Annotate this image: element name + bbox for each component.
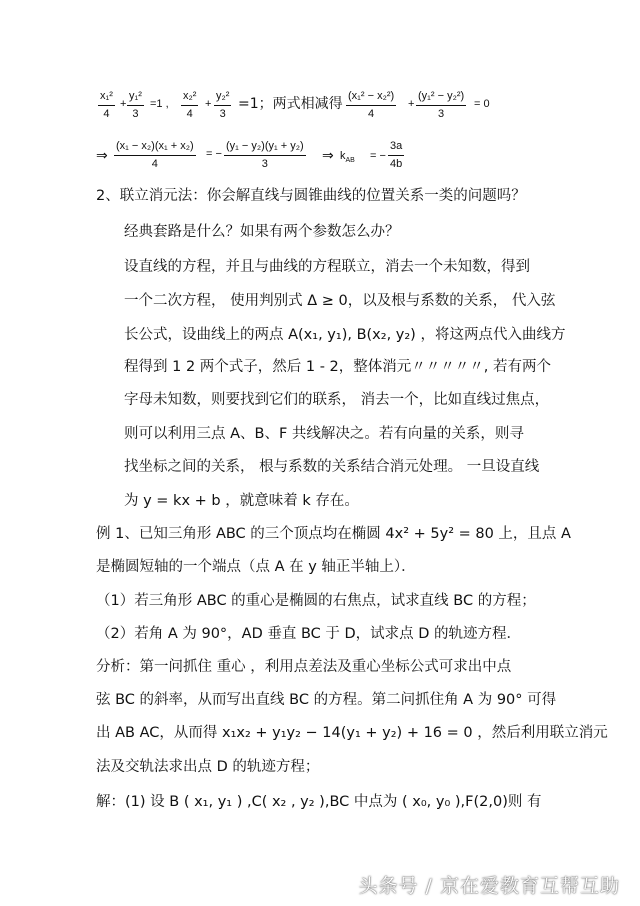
fraction-y1-over-3: $\frac{\text{y₁²}}{3}$ [129, 90, 142, 120]
equals-one: =1 , [150, 98, 169, 110]
text-line: 字母未知数，则要找到它们的联系， 消去一个，比如直线过焦点， [124, 392, 550, 408]
text-line: 经典套路是什么？如果有两个参数怎么办？ [124, 224, 400, 240]
equals-zero: = 0 [474, 98, 490, 110]
text-line: 找坐标之间的关系， 根与系数的关系结合消元处理。 一旦设直线 [124, 459, 540, 475]
text-line: 法及交轨法求出点 D 的轨迹方程； [96, 759, 320, 775]
fraction-x2-over-4: $\frac{\text{x₂²}}{4}$ [183, 90, 197, 120]
text-line: 出 AB AC，从而得 x₁x₂ + y₁y₂ − 14(y₁ + y₂) + 16 = 0 ，然后利用联立消元 [96, 725, 608, 741]
text-line: （2）若角 A 为 90°，AD 垂直 BC 于 D，试求点 D 的轨迹方程． [96, 626, 522, 642]
text-line: 分析：第一问抓住 重心 ，利用点差法及重心坐标公式可求出中点 [96, 659, 512, 675]
text-line: 例 1、已知三角形 ABC 的三个顶点均在椭圆 4x² + 5y² = 80 上，且点 A [96, 526, 571, 542]
text-line: 设直线的方程，并且与曲线的方程联立，消去一个未知数，得到 [124, 259, 530, 275]
text-line: 解：(1) 设 B ( x₁, y₁ ) ,C( x₂ , y₂ ),BC 中点为 ( x₀, y₀ ),F(2,0)则 有 [96, 794, 542, 810]
fraction-3a-over-4b: $\frac{3a}{4b}$ [390, 140, 403, 170]
fraction-x1-over-4: $\frac{\text{x₁²}}{4}$ [100, 90, 113, 120]
fraction-y-product-over-3: $\frac{\text{(y₁ − y₂)(y₁ + y₂)}}{3}$ [226, 140, 304, 170]
fraction-y2-over-3: $\frac{\text{y₂²}}{3}$ [216, 90, 230, 120]
text-line: 2、联立消元法：你会解直线与圆锥曲线的位置关系一类的问题吗？ [96, 188, 526, 204]
watermark: 头条号 / 京在爱教育互帮互助 [358, 875, 620, 897]
plus-sign: + [408, 98, 415, 110]
implies-arrow: ⇒ [322, 148, 334, 164]
fraction-x-product-over-4: $\frac{\text{(x₁ − x₂)(x₁ + x₂)}}{4}$ [116, 140, 194, 170]
subtract-text: =1；两式相减得 [238, 96, 343, 112]
text-line: （1）若三角形 ABC 的重心是椭圆的右焦点，试求直线 BC 的方程； [96, 593, 536, 609]
plus-sign: + [205, 98, 212, 110]
text-line: 为 y = kx + b ，就意味着 k 存在。 [124, 493, 359, 509]
implies-arrow: ⇒ [96, 148, 108, 164]
text-line: 程得到 1 2 两个式子，然后 1 - 2，整体消元〃〃〃〃〃, 若有两个 [124, 359, 552, 375]
text-line: 一个二次方程， 使用判别式 Δ ≥ 0，以及根与系数的关系， 代入弦 [124, 293, 556, 309]
text-line: 弦 BC 的斜率，从而写出直线 BC 的方程。第二问抓住角 A 为 90° 可得 [96, 692, 557, 708]
plus-sign: + [120, 98, 127, 110]
fraction-y-diff-over-3: $\frac{\text{(y₁² − y₂²)}}{3}$ [418, 90, 465, 120]
slope-k: $k_{AB}$ [340, 150, 355, 165]
fraction-x-diff-over-4: $\frac{\text{(x₁² − x₂²)}}{4}$ [348, 90, 395, 120]
text-line: 则可以利用三点 A、B、F 共线解决之。若有向量的关系，则寻 [124, 426, 524, 442]
equals-minus: = − [206, 148, 222, 160]
text-line: 长公式，设曲线上的两点 A(x₁, y₁), B(x₂, y₂) ，将这两点代入曲线方 [124, 327, 566, 343]
equals-minus: = − [370, 150, 386, 162]
text-line: 是椭圆短轴的一个端点（点 A 在 y 轴正半轴上）． [96, 559, 416, 575]
